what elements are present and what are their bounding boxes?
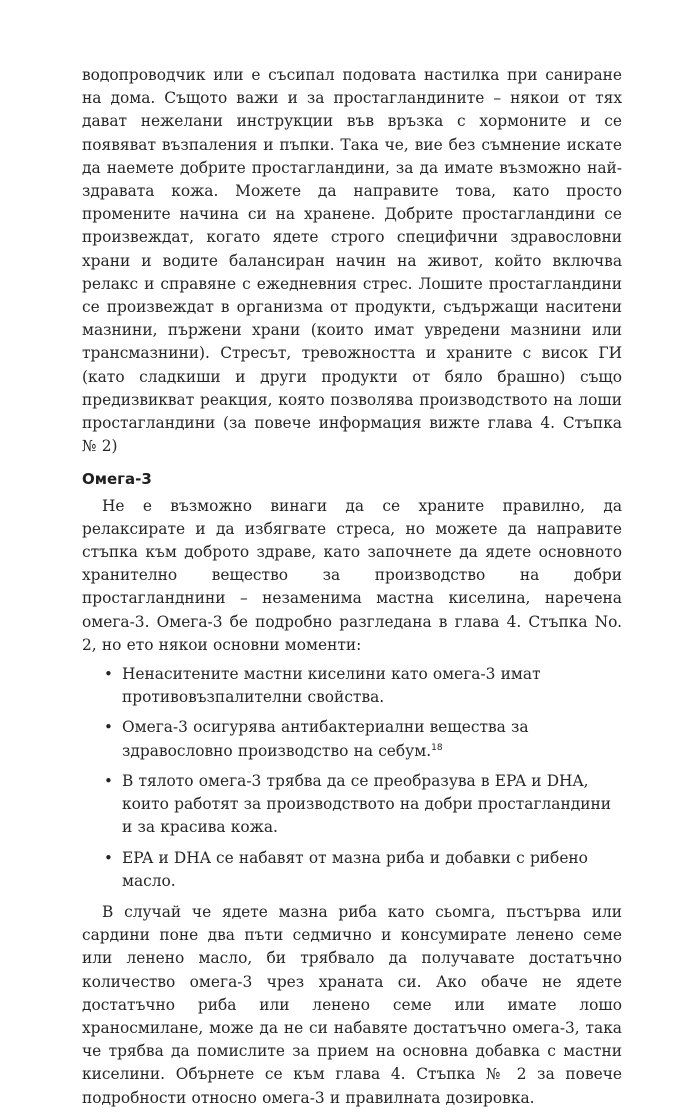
omega3-closing-paragraph: В случай че ядете мазна риба като сьомга, пъстърва или сардини поне два пъти седмично и консумирате ленено семе или ленено масло, би трябвало да получавате достатъчно количество омега-3 чрез храната си. Ако обаче не ядете достатъчно риба или ленено семе или имате лошо храносмилане, може да не си набавяте достатъчно омега-3, така че трябва да помислите за прием на основна добавка с мастни киселини. Обърнете се към глава 4. Стъпка № 2 за повече подробности относно омега-3 и правилната дозировка. [82, 902, 622, 1107]
omega3-bullet-list [82, 663, 622, 893]
bullet-text: Омега-3 осигурява антибактериални вещества за здравословно производство на себум. [122, 718, 529, 760]
bullet-text: EPA и DHA се набавят от мазна риба и добавки с рибено масло. [122, 848, 588, 890]
bullet-item [82, 716, 622, 762]
bullet-dot-icon: • [104, 718, 113, 737]
bullet-dot-icon: • [104, 848, 113, 867]
section-heading-omega3: Омега-3 [82, 470, 152, 489]
bullet-item [82, 847, 622, 893]
bullet-item [82, 770, 622, 840]
page-body [82, 64, 622, 1116]
omega3-intro-paragraph: Не е възможно винаги да се храните правилно, да релаксирате и да избягвате стреса, но можете да направите стъпка към доброто здраве, като започнете да ядете основното хранително вещество за производство на добри простагланднини – незаменима мастна киселина, наречена омега-3. Омега-3 бе подробно разгледана в глава 4. Стъпка No. 2, но ето някои основни моменти: [82, 496, 622, 654]
bullet-text: Ненаситените мастни киселини като омега-3 имат противовъзпалителни свойства. [122, 665, 541, 707]
bullet-dot-icon: • [104, 771, 113, 790]
intro-paragraph: водопроводчик или е съсипал подовата настилка при саниране на дома. Същото важи и за простагландините – някои от тях дават нежелани инструкции във връзка с хормоните и се появяват възпаления и пъпки. Така че, вие без съмнение искате да наемете добрите простагландини, за да имате възможно най-здравата кожа. Можете да направите това, като просто промените начина си на хранене. Добрите простагландини се произвеждат, когато ядете строго специфични здравословни храни и водите балансиран начин на живот, който включва релакс и справяне с ежедневния стрес. Лошите простагландини се произвеждат в организма от продукти, съдържащи наситени мазнини, пържени храни (които имат увредени мазнини или трансмазнини). Стресът, тревожността и храните с висок ГИ (като сладкиши и други продукти от бяло брашно) също предизвикват реакция, която позволява производството на лоши простагландини (за повече информация вижте глава 4. Стъпка № 2) [82, 66, 622, 456]
bullet-item [82, 663, 622, 709]
bullet-text: В тялото омега-3 трябва да се преобразува в EPA и DHA, които работят за производството на добри простагландини и за красива кожа. [122, 771, 611, 837]
footnote-ref: 18 [431, 742, 443, 753]
bullet-dot-icon: • [104, 665, 113, 684]
